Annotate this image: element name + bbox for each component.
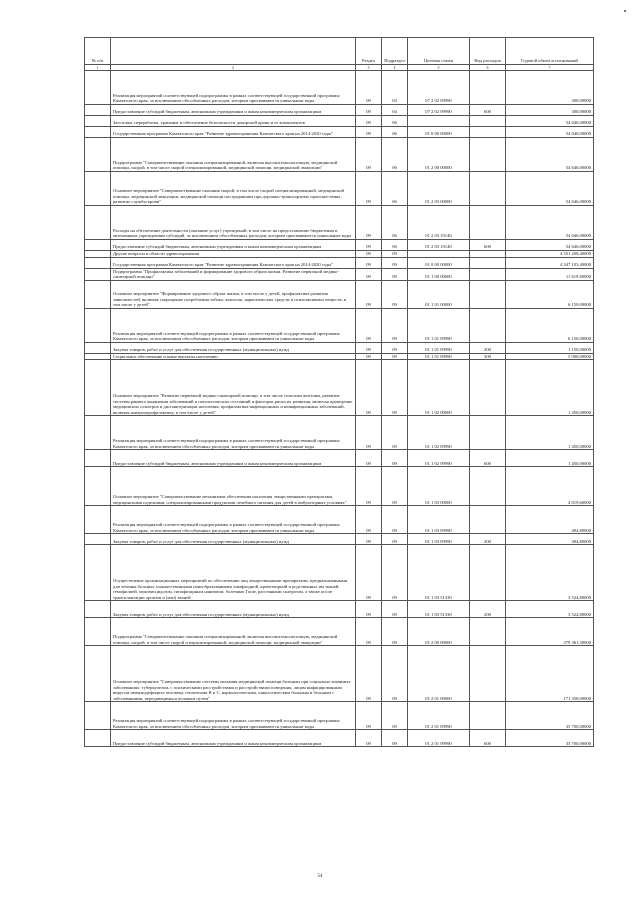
- table-row: [85, 342, 594, 353]
- row-expense-type: [470, 251, 506, 258]
- table-row: [85, 601, 594, 618]
- table-row: [85, 280, 594, 308]
- table-row: [85, 467, 594, 506]
- row-expense-type: [470, 127, 506, 138]
- row-number: [85, 506, 111, 534]
- row-razdel: 09: [356, 353, 382, 360]
- header-annual-amount: Годовой объем ассигнований: [506, 38, 594, 65]
- row-amount: 3 524,80000: [506, 601, 594, 618]
- row-amount: 54 646,00000: [506, 127, 594, 138]
- row-razdel: 09: [356, 702, 382, 730]
- row-podrazdel: 09: [382, 257, 408, 268]
- row-razdel: 09: [356, 257, 382, 268]
- row-amount: 1 450,00000: [506, 416, 594, 450]
- row-expense-type: 600: [470, 730, 506, 747]
- table-row: [85, 172, 594, 206]
- row-razdel: 09: [356, 545, 382, 601]
- row-expense-type: [470, 308, 506, 342]
- row-target-article: 01 0 00 00000: [408, 127, 470, 138]
- row-number: [85, 206, 111, 240]
- row-target-article: 01 1 01 09990: [408, 353, 470, 360]
- row-razdel: 09: [356, 116, 382, 127]
- row-expense-type: [470, 360, 506, 416]
- row-expense-type: [470, 618, 506, 646]
- row-name: Другие вопросы в области здравоохранения: [111, 251, 356, 258]
- row-number: [85, 71, 111, 105]
- row-number: [85, 360, 111, 416]
- table-row: [85, 116, 594, 127]
- row-podrazdel: 09: [382, 730, 408, 747]
- row-name: Подпрограмма "Совершенствование оказания специализированной, включая высокотехнологичную, медицинской помощи, скорой, в том числе скорой специализированной, медицинской помощи, медицинской эвакуации": [111, 138, 356, 172]
- row-podrazdel: 09: [382, 342, 408, 353]
- row-target-article: 07 2 02 09990: [408, 105, 470, 116]
- row-name: Основное мероприятие "Формирование здорового образа жизни, в том числе у детей, профилактика развития зависимостей, включая сокращение потребления табака, алкоголя, наркотических средств и психоактивных веществ, в том числе у детей": [111, 280, 356, 308]
- row-amount: 1 150,00000: [506, 342, 594, 353]
- row-target-article: 01 2 00 00000: [408, 138, 470, 172]
- column-index: 3: [356, 65, 382, 71]
- row-amount: 300,00000: [506, 71, 594, 105]
- row-amount: 171 358,00000: [506, 646, 594, 702]
- row-razdel: 09: [356, 268, 382, 280]
- row-target-article: 01 1 03 51330: [408, 601, 470, 618]
- row-target-article: 01 1 02 00000: [408, 360, 470, 416]
- row-podrazdel: 06: [382, 206, 408, 240]
- row-razdel: 09: [356, 730, 382, 747]
- row-podrazdel: 09: [382, 545, 408, 601]
- row-razdel: 09: [356, 206, 382, 240]
- row-amount: 300,00000: [506, 105, 594, 116]
- row-name: Подпрограмма "Совершенствование оказания специализированной, включая высокотехнологичную, медицинской помощи, скорой, в том числе скорой специализированной, медицинской помощи, медицинской эвакуации": [111, 618, 356, 646]
- row-name: Основное мероприятие "Совершенствование системы оказания медицинской помощи больным при социально-значимых заболеваниях: туберкулезом, с психическими расстройствами и расстройствами поведения, лицам инфицированным вирусом иммунодефицита человека, гепатитами В и С, наркологическим, онкологическим больным и больным с заболеваниями, передающимися половым путем": [111, 646, 356, 702]
- row-razdel: 09: [356, 308, 382, 342]
- table-row: [85, 71, 594, 105]
- row-number: [85, 618, 111, 646]
- header-expense-type: Вид расходов: [470, 38, 506, 65]
- row-expense-type: 200: [470, 601, 506, 618]
- table-row: [85, 353, 594, 360]
- row-razdel: 09: [356, 646, 382, 702]
- row-expense-type: [470, 206, 506, 240]
- row-expense-type: [470, 71, 506, 105]
- row-name: Реализация мероприятий соответствующей подпрограммы в рамках соответствующей государственной программы Камчатского края, за исключением обособленных расходов, которым присваиваются уникальные коды: [111, 702, 356, 730]
- row-podrazdel: 09: [382, 280, 408, 308]
- row-expense-type: [470, 257, 506, 268]
- row-podrazdel: 09: [382, 702, 408, 730]
- row-name: Подпрограмма "Профилактика заболеваний и формирование здорового образа жизни. Развитие первичной медико-санитарной помощи": [111, 268, 356, 280]
- table-row: [85, 450, 594, 467]
- row-podrazdel: 09: [382, 308, 408, 342]
- row-expense-type: 600: [470, 240, 506, 251]
- row-number: [85, 116, 111, 127]
- column-index: 7: [506, 65, 594, 71]
- row-amount: 11 619,60000: [506, 268, 594, 280]
- row-name: Реализация мероприятий соответствующей подпрограммы в рамках соответствующей государственной программы Камчатского края, за исключением обособленных расходов, которым присваиваются уникальные коды: [111, 416, 356, 450]
- row-target-article: 01 1 03 09990: [408, 506, 470, 534]
- row-target-article: 01 1 01 00000: [408, 280, 470, 308]
- column-index: 2: [111, 65, 356, 71]
- row-target-article: 01 2 03 10140: [408, 206, 470, 240]
- row-number: [85, 702, 111, 730]
- table-row: [85, 646, 594, 702]
- row-expense-type: 200: [470, 342, 506, 353]
- row-number: [85, 127, 111, 138]
- row-target-article: 01 2 01 09990: [408, 702, 470, 730]
- row-podrazdel: 09: [382, 360, 408, 416]
- row-name: Закупка товаров, работ и услуг для обеспечения государственных (муниципальных) нужд: [111, 342, 356, 353]
- row-razdel: 09: [356, 534, 382, 545]
- row-razdel: 09: [356, 71, 382, 105]
- row-podrazdel: 09: [382, 506, 408, 534]
- row-name: Предоставление субсидий бюджетным, автономным учреждениям и иным некоммерческим организациям: [111, 105, 356, 116]
- row-name: Предоставление субсидий бюджетным, автономным учреждениям и иным некоммерческим организациям: [111, 450, 356, 467]
- row-expense-type: [470, 138, 506, 172]
- row-name: Основное мероприятие "Совершенствование механизмов обеспечения населения лекарственными препаратами, медицинскими изделиями, специализированными продуктами лечебного питания для детей в амбулаторных условиях": [111, 467, 356, 506]
- row-amount: 54 646,00000: [506, 116, 594, 127]
- row-amount: 3 524,80000: [506, 545, 594, 601]
- row-podrazdel: 06: [382, 127, 408, 138]
- row-number: [85, 467, 111, 506]
- row-expense-type: [470, 172, 506, 206]
- row-podrazdel: 06: [382, 116, 408, 127]
- row-expense-type: 200: [470, 534, 506, 545]
- row-target-article: 01 1 01 09990: [408, 342, 470, 353]
- row-name: Осуществление организационных мероприятий по обеспечению лиц лекарственными препаратами, предназначенными для лечения больных злокачественными новообразованиями лимфоидной, кроветворной и родственных им тканей, гемофилией, муковисцидозом, гипофизарным нанизмом, болезнью Гоше, рассеянным склерозом, а также после трансплантации органов и (или) тканей: [111, 545, 356, 601]
- column-index: 5: [408, 65, 470, 71]
- row-target-article: 01 1 03 51330: [408, 545, 470, 601]
- row-podrazdel: 04: [382, 71, 408, 105]
- row-podrazdel: 09: [382, 646, 408, 702]
- table-row: [85, 534, 594, 545]
- row-amount: 33 700,00000: [506, 702, 594, 730]
- column-index: 6: [470, 65, 506, 71]
- row-expense-type: [470, 646, 506, 702]
- header-podrazdel: Подраздел: [382, 38, 408, 65]
- row-target-article: 01 1 00 00000: [408, 268, 470, 280]
- row-amount: 33 700,00000: [506, 730, 594, 747]
- table-row: [85, 702, 594, 730]
- row-razdel: 09: [356, 251, 382, 258]
- row-razdel: 09: [356, 450, 382, 467]
- row-target-article: 01 1 03 00000: [408, 467, 470, 506]
- row-razdel: 09: [356, 240, 382, 251]
- table-body: [85, 71, 594, 747]
- row-amount: 5 000,00000: [506, 353, 594, 360]
- row-number: [85, 308, 111, 342]
- row-razdel: 09: [356, 280, 382, 308]
- budget-table: [84, 37, 594, 747]
- row-expense-type: [470, 416, 506, 450]
- row-podrazdel: 06: [382, 138, 408, 172]
- column-index: 1: [85, 65, 111, 71]
- row-expense-type: [470, 545, 506, 601]
- row-amount: 4 019,60000: [506, 467, 594, 506]
- row-number: [85, 450, 111, 467]
- row-number: [85, 545, 111, 601]
- row-target-article: 07 2 02 09990: [408, 71, 470, 105]
- table-row: [85, 268, 594, 280]
- row-razdel: 09: [356, 360, 382, 416]
- row-expense-type: [470, 467, 506, 506]
- row-expense-type: 600: [470, 105, 506, 116]
- row-amount: 6 150,00000: [506, 280, 594, 308]
- row-podrazdel: 09: [382, 450, 408, 467]
- column-index: 4: [382, 65, 408, 71]
- table-row: [85, 127, 594, 138]
- row-number: [85, 138, 111, 172]
- row-razdel: 09: [356, 342, 382, 353]
- row-number: [85, 251, 111, 258]
- header-razdel: Раздел: [356, 38, 382, 65]
- page-number: 54: [317, 874, 323, 879]
- row-number: [85, 257, 111, 268]
- table-row: [85, 506, 594, 534]
- row-name: Основное мероприятие "Развитие первичной медико-санитарной помощи, в том числе сельским жителям, развитие системы раннего выявления заболеваний и патологических состояний и факторов риска их развития, включая проведение медицинских осмотров и диспансеризации населения, профилактика инфекционных и неинфекционных заболеваний, включая иммунопрофилактику, в том числе у детей": [111, 360, 356, 416]
- table-row: [85, 360, 594, 416]
- row-name: Реализация мероприятий соответствующей подпрограммы в рамках соответствующей государственной программы Камчатского края, за исключением обособленных расходов, которым присваиваются уникальные коды: [111, 71, 356, 105]
- row-podrazdel: 06: [382, 172, 408, 206]
- table-row: [85, 206, 594, 240]
- header-name: [111, 38, 356, 65]
- row-number: [85, 534, 111, 545]
- row-expense-type: [470, 268, 506, 280]
- row-amount: 6 150,00000: [506, 308, 594, 342]
- row-name: Государственная программа Камчатского края "Развитие здравоохранения Камчатского края на 2014-2020 годы": [111, 257, 356, 268]
- row-razdel: 09: [356, 618, 382, 646]
- row-amount: 54 646,00000: [506, 206, 594, 240]
- row-name: Предоставление субсидий бюджетным, автономным учреждениям и иным некоммерческим организациям: [111, 730, 356, 747]
- row-name: Закупка товаров, работ и услуг для обеспечения государственных (муниципальных) нужд: [111, 534, 356, 545]
- table-row: [85, 545, 594, 601]
- row-razdel: 09: [356, 467, 382, 506]
- row-name: Реализация мероприятий соответствующей подпрограммы в рамках соответствующей государственной программы Камчатского края, за исключением обособленных расходов, которым присваиваются уникальные коды: [111, 506, 356, 534]
- row-target-article: 01 1 02 09990: [408, 450, 470, 467]
- row-target-article: 01 1 01 09990: [408, 308, 470, 342]
- row-target-article: 01 2 01 09990: [408, 730, 470, 747]
- table-row: [85, 257, 594, 268]
- row-expense-type: 600: [470, 450, 506, 467]
- row-amount: 54 646,00000: [506, 172, 594, 206]
- header-target-article: Целевая статья: [408, 38, 470, 65]
- row-amount: 54 646,00000: [506, 138, 594, 172]
- row-razdel: 09: [356, 416, 382, 450]
- row-amount: 1 450,00000: [506, 360, 594, 416]
- table-row: [85, 105, 594, 116]
- row-razdel: 09: [356, 127, 382, 138]
- row-expense-type: [470, 116, 506, 127]
- row-name: Заготовка, переработка, хранение и обеспечение безопасности донорской крови и ее компонентов: [111, 116, 356, 127]
- row-number: [85, 730, 111, 747]
- row-razdel: 09: [356, 105, 382, 116]
- row-podrazdel: 09: [382, 416, 408, 450]
- scan-mark: [624, 10, 626, 12]
- row-name: Социальное обеспечение и иные выплаты населению: [111, 353, 356, 360]
- row-number: [85, 416, 111, 450]
- table-row: [85, 240, 594, 251]
- row-amount: 494,80000: [506, 506, 594, 534]
- row-target-article: 01 2 03 00000: [408, 172, 470, 206]
- row-expense-type: [470, 506, 506, 534]
- row-target-article: 01 2 01 00000: [408, 646, 470, 702]
- row-amount: 4 351 208,40000: [506, 251, 594, 258]
- row-expense-type: 300: [470, 353, 506, 360]
- table-row: [85, 308, 594, 342]
- row-razdel: 09: [356, 172, 382, 206]
- row-name: Закупка товаров, работ и услуг для обеспечения государственных (муниципальных) нужд: [111, 601, 356, 618]
- row-target-article: [408, 116, 470, 127]
- row-razdel: 09: [356, 506, 382, 534]
- row-amount: 379 361,30000: [506, 618, 594, 646]
- row-target-article: 01 1 03 09990: [408, 534, 470, 545]
- row-podrazdel: 09: [382, 534, 408, 545]
- row-target-article: [408, 251, 470, 258]
- row-number: [85, 353, 111, 360]
- row-target-article: 01 1 02 09990: [408, 416, 470, 450]
- row-podrazdel: 09: [382, 467, 408, 506]
- row-number: [85, 268, 111, 280]
- row-number: [85, 280, 111, 308]
- row-name: Государственная программа Камчатского края "Развитие здравоохранения Камчатского края на 2014-2020 годы": [111, 127, 356, 138]
- table-row: [85, 730, 594, 747]
- row-name: Предоставление субсидий бюджетным, автономным учреждениям и иным некоммерческим организациям: [111, 240, 356, 251]
- row-target-article: 01 2 00 00000: [408, 618, 470, 646]
- row-number: [85, 342, 111, 353]
- row-podrazdel: 09: [382, 268, 408, 280]
- row-podrazdel: 06: [382, 240, 408, 251]
- row-number: [85, 172, 111, 206]
- row-podrazdel: 09: [382, 618, 408, 646]
- row-razdel: 09: [356, 601, 382, 618]
- row-podrazdel: 09: [382, 251, 408, 258]
- row-amount: 1 450,00000: [506, 450, 594, 467]
- row-razdel: 09: [356, 138, 382, 172]
- table-header-row: [85, 38, 594, 65]
- row-number: [85, 240, 111, 251]
- row-expense-type: [470, 280, 506, 308]
- row-number: [85, 646, 111, 702]
- row-number: [85, 105, 111, 116]
- row-podrazdel: 09: [382, 353, 408, 360]
- row-podrazdel: 04: [382, 105, 408, 116]
- row-expense-type: [470, 702, 506, 730]
- row-amount: 54 646,00000: [506, 240, 594, 251]
- row-name: Основное мероприятие "Совершенствование оказания скорой, в том числе скорой специализированной, медицинской помощи, медицинской эвакуации, медицинской помощи пострадавшим при дорожно-транспортных происшествиях, развитие службы крови": [111, 172, 356, 206]
- row-podrazdel: 09: [382, 601, 408, 618]
- table-row: [85, 251, 594, 258]
- table-row: [85, 416, 594, 450]
- row-number: [85, 601, 111, 618]
- row-amount: 494,80000: [506, 534, 594, 545]
- table-row: [85, 138, 594, 172]
- header-num: № п/п: [85, 38, 111, 65]
- row-amount: 4 347 103,40000: [506, 257, 594, 268]
- row-name: Расходы на обеспечение деятельности (оказание услуг) учреждений, в том числе на предоставление бюджетным и автономным учреждениям субсидий, за исключением обособленных расходов, которым присваиваются уникальные коды: [111, 206, 356, 240]
- row-name: Реализация мероприятий соответствующей подпрограммы в рамках соответствующей государственной программы Камчатского края, за исключением обособленных расходов, которым присваиваются уникальные коды: [111, 308, 356, 342]
- row-target-article: 01 2 03 10140: [408, 240, 470, 251]
- row-target-article: 01 0 00 00000: [408, 257, 470, 268]
- table-row: [85, 618, 594, 646]
